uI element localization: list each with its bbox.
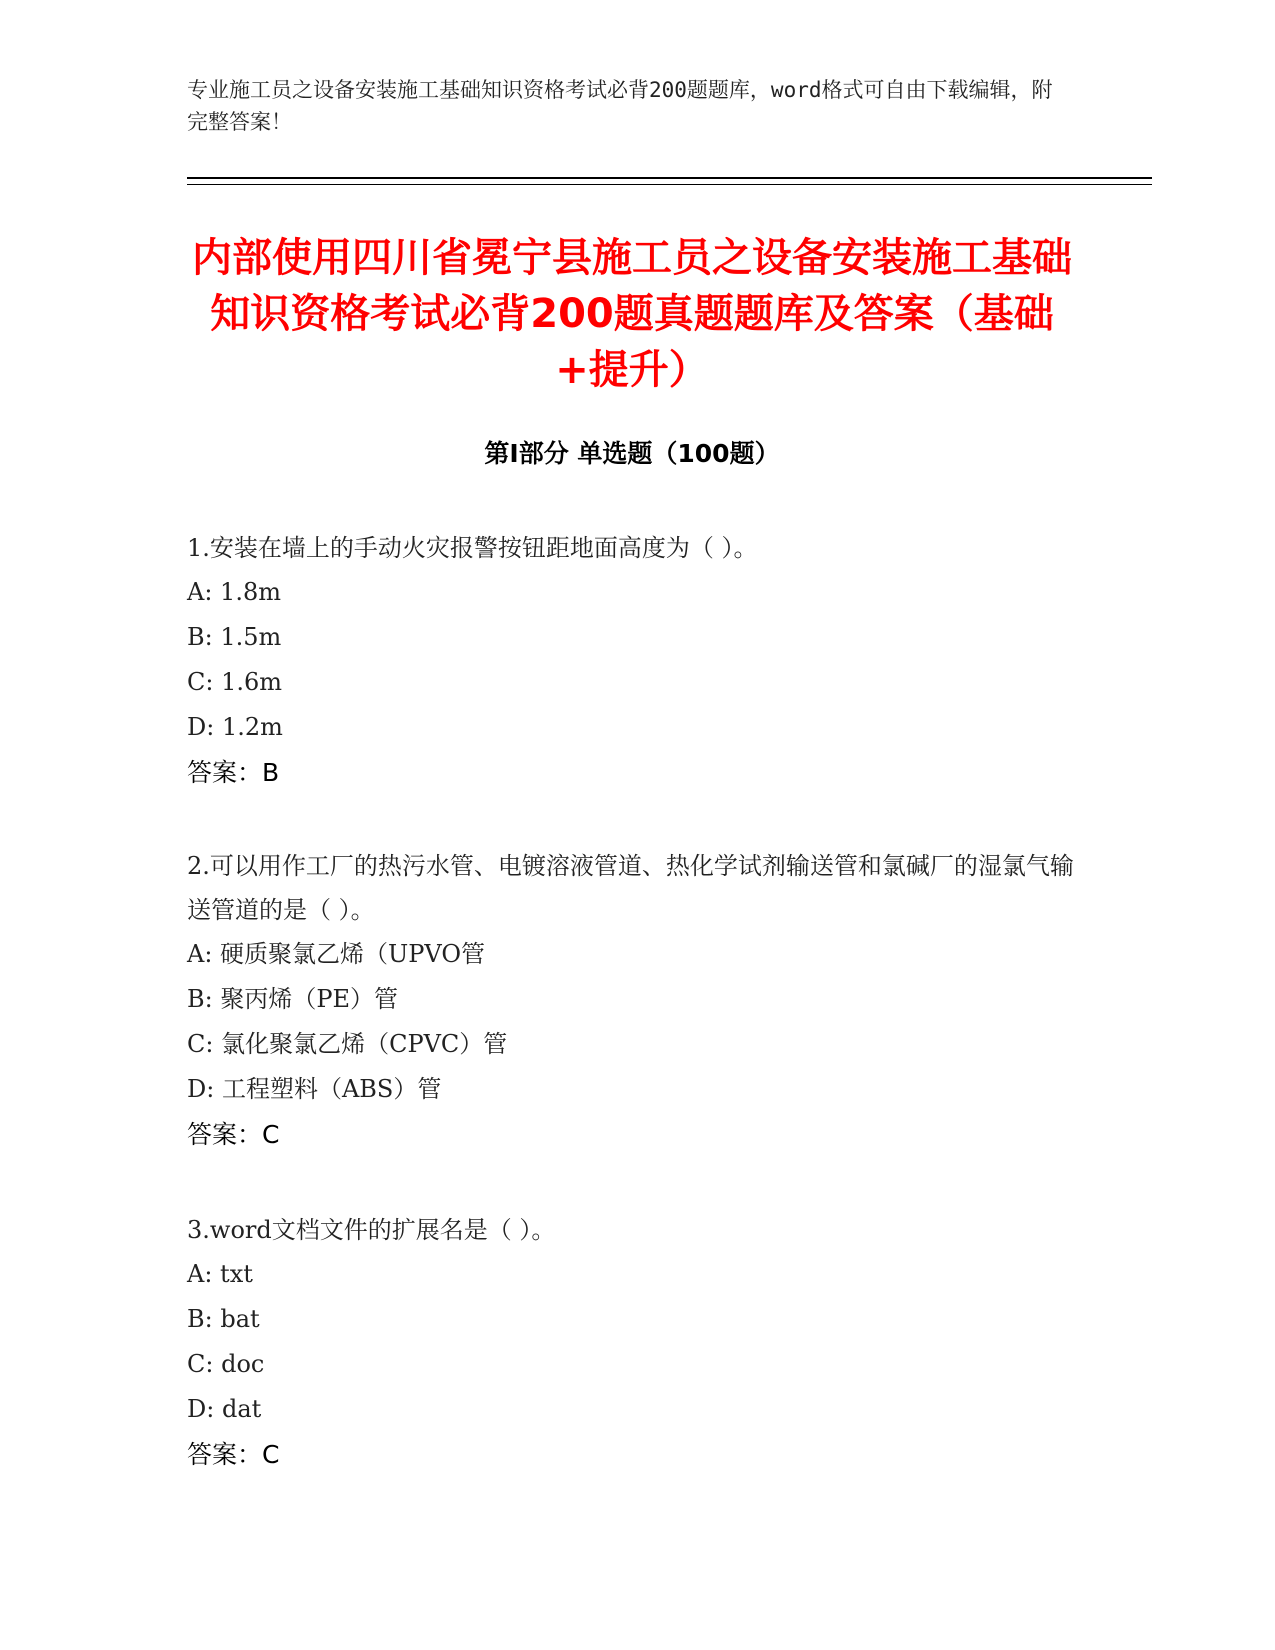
option-a: A: txt (187, 1260, 253, 1288)
answer: 答案：C (187, 1120, 280, 1149)
option-a: A: 1.8m (187, 578, 281, 606)
option-b: B: 1.5m (187, 623, 282, 651)
option-d: D: 1.2m (187, 713, 283, 741)
question-stem: 2.可以用作工厂的热污水管、电镀溶液管道、热化学试剂输送管和氯碱厂的湿氯气输送管道的是（ ）。 (187, 852, 1074, 924)
option-b: B: 聚丙烯（PE）管 (187, 985, 399, 1013)
option-c: C: 1.6m (187, 668, 283, 696)
section-title: 第I部分 单选题（100题） (484, 439, 780, 468)
option-c: C: doc (187, 1350, 265, 1378)
document-title: 内部使用四川省冕宁县施工员之设备安装施工基础知识资格考试必背200题真题题库及答案（基础+提升） (192, 235, 1072, 393)
option-a: A: 硬质聚氯乙烯（UPVO管 (187, 940, 486, 968)
header-rule-thin (187, 184, 1152, 185)
answer: 答案：B (187, 758, 280, 787)
option-c: C: 氯化聚氯乙烯（CPVC）管 (187, 1030, 508, 1058)
question-1 (187, 526, 1077, 796)
answer: 答案：C (187, 1440, 280, 1469)
option-d: D: dat (187, 1395, 262, 1423)
header-rule-thick (187, 177, 1152, 179)
question-2 (187, 844, 1077, 1158)
header-note: 专业施工员之设备安装施工基础知识资格考试必背200题题库，word格式可自由下载编辑，附完整答案！ (187, 78, 1053, 134)
question-stem: 1.安装在墙上的手动火灾报警按钮距地面高度为（ ）。 (187, 534, 758, 562)
option-d: D: 工程塑料（ABS）管 (187, 1075, 442, 1103)
option-b: B: bat (187, 1305, 260, 1333)
question-3 (187, 1208, 1077, 1478)
question-stem: 3.word文档文件的扩展名是（ ）。 (187, 1216, 556, 1244)
